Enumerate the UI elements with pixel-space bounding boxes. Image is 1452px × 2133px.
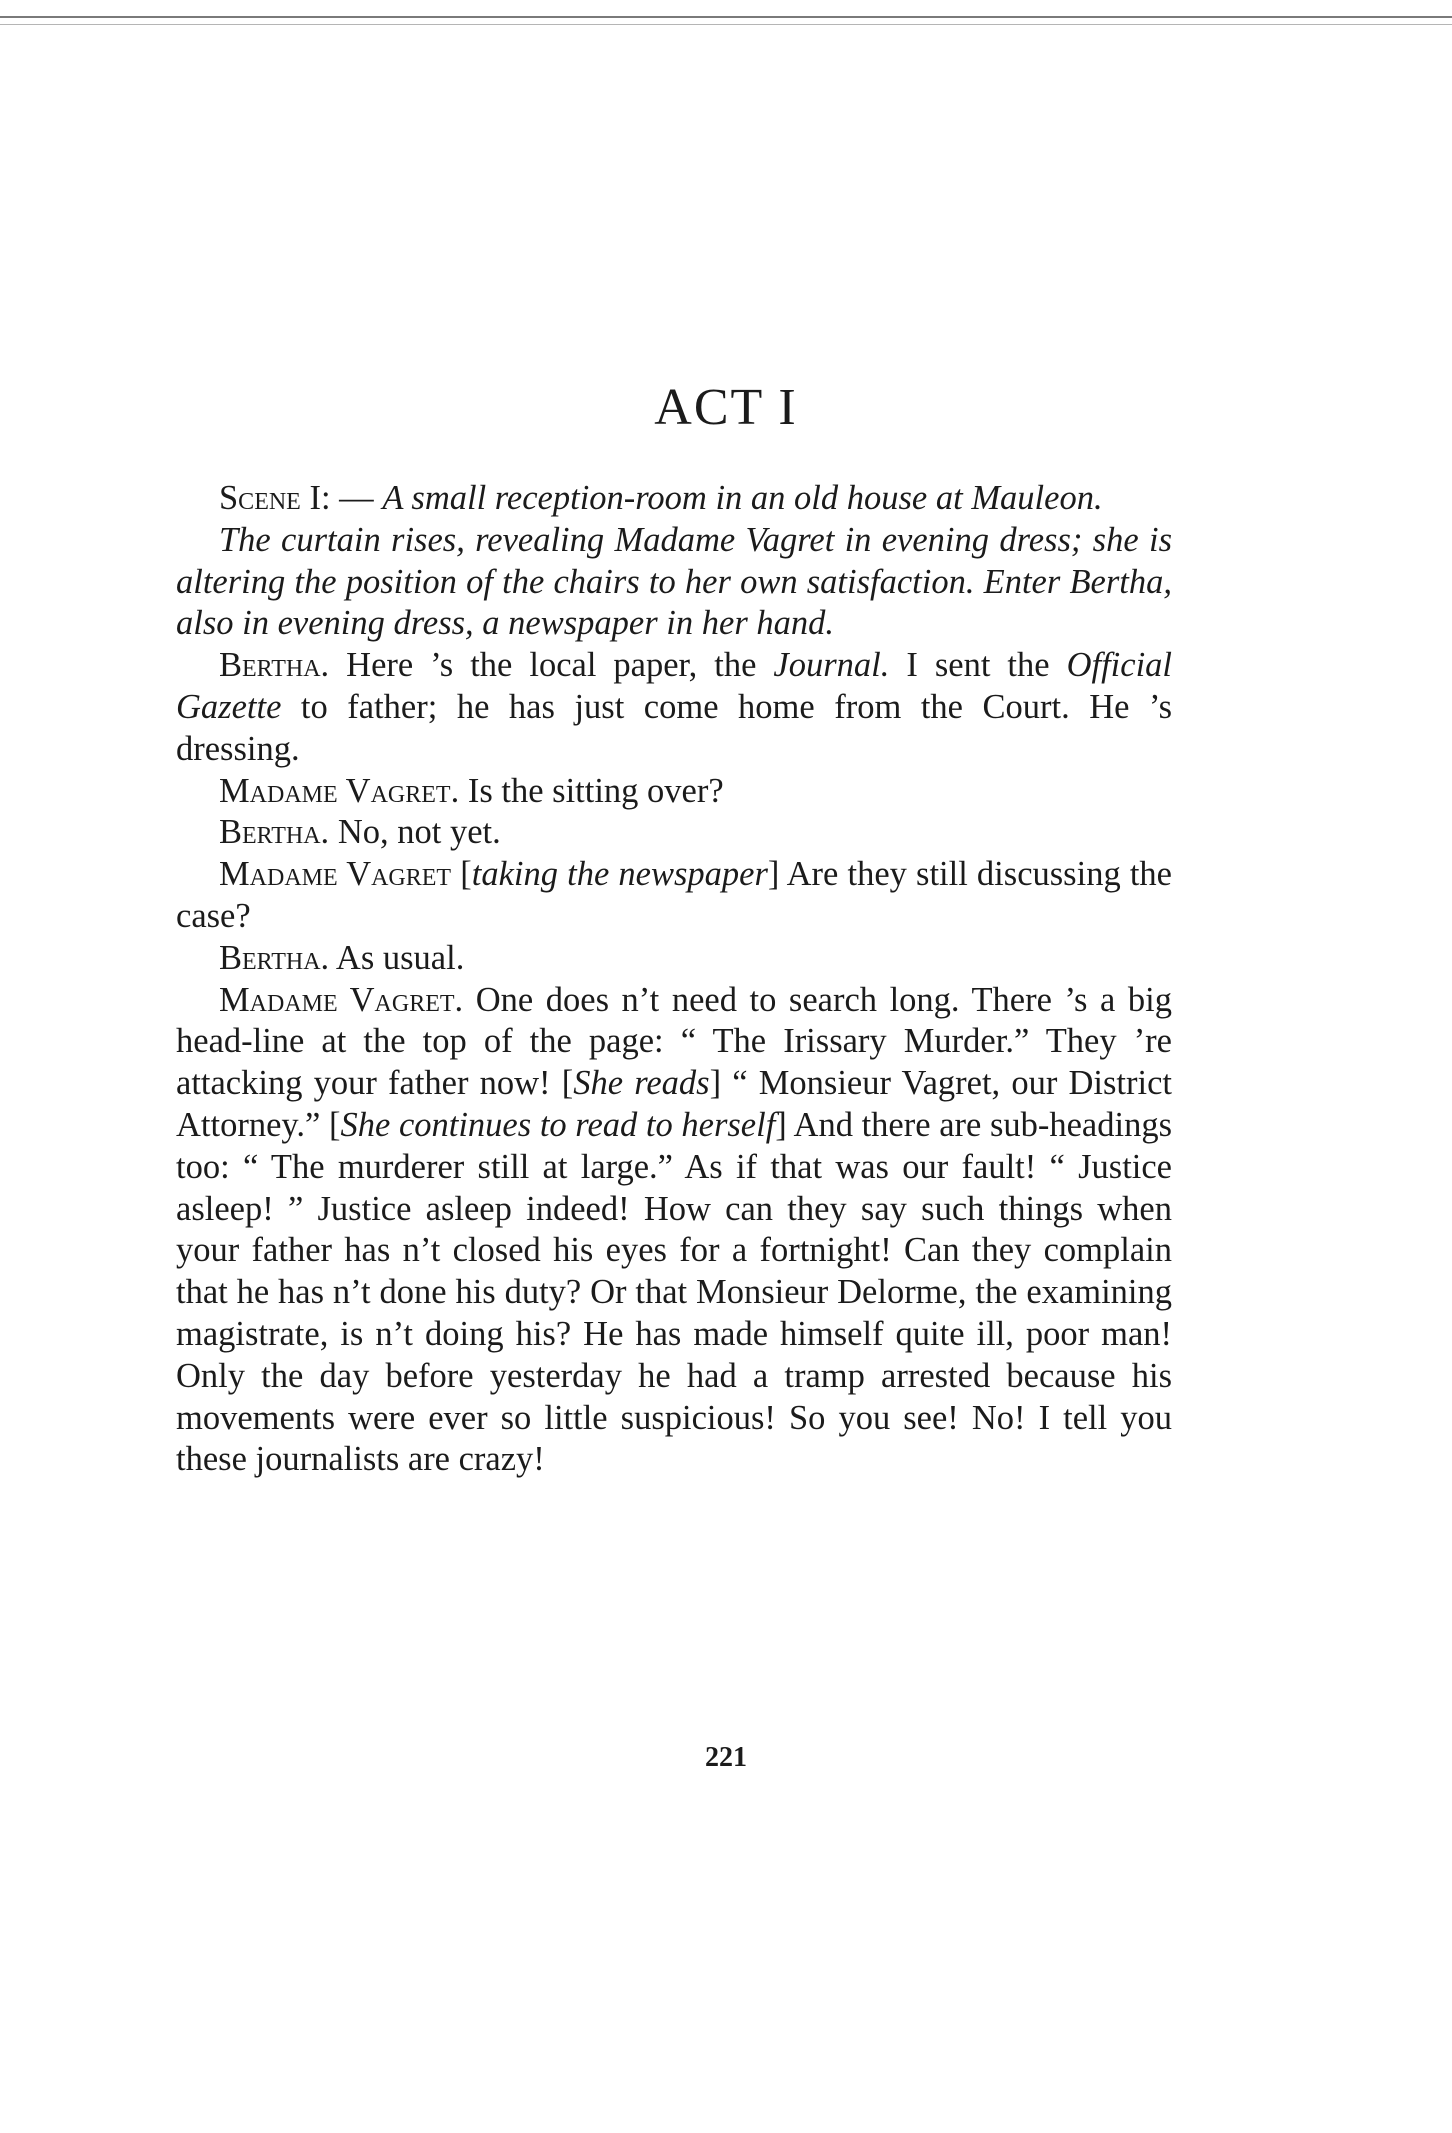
inline-stage-direction: taking the newspaper xyxy=(471,855,768,894)
dialogue-line-5 xyxy=(176,938,1172,980)
act-title: ACT I xyxy=(654,379,798,436)
stage-direction: The curtain rises, revealing Madame Vagret in evening dress; she is altering the position of the chairs to her own satisfaction. Enter Bertha, also in evening dress, a newspaper in her hand. xyxy=(176,520,1172,643)
speaker-name: Madame Vagret xyxy=(219,855,452,894)
speech-text: to father; he has just come home from the Court. He ’s dressing. xyxy=(176,687,1172,768)
italic-title: Journal. xyxy=(773,646,890,685)
speaker-name: Bertha. xyxy=(219,646,330,685)
inline-stage-direction: She continues to read to herself xyxy=(340,1105,776,1144)
page-number: 221 xyxy=(705,1742,747,1773)
top-rule-secondary xyxy=(0,24,1452,25)
scene-separator: : — xyxy=(320,479,383,517)
speech-text: As usual. xyxy=(329,938,465,977)
speech-text: Is the sitting over? xyxy=(459,771,724,810)
speech-text: ] And there are sub-headings too: “ The murderer still at large.” As if that was our fault! “ Justice asleep! ” Justice asleep indeed! How can they say such things when your father has n’t closed his eyes for a fortnight! Can they complain that he has n’t done his duty? Or that Monsieur Delorme, the examining magistrate, is n’t doing his? He has made himself quite ill, poor man! Only the day before yesterday he had a tramp arrested because his movements were ever so little suspicious! So you see! No! I tell you these journalists are crazy! xyxy=(176,1105,1173,1479)
speech-text: One does n’t need to search long. There ’s a big head-line at the top of the page: “ The Irissary Murder.” They ’re attacking your father now! [ xyxy=(176,980,1172,1103)
dialogue-line-4 xyxy=(176,854,1172,938)
italic-title: Official Gazette xyxy=(176,646,1172,726)
speech-text: [ xyxy=(451,855,472,894)
speech-text: ] Are they still discussing the case? xyxy=(176,855,1172,935)
scene-label: Scene I xyxy=(219,479,321,517)
top-rule xyxy=(0,16,1452,18)
play-text xyxy=(176,478,1172,1481)
speaker-name: Bertha. xyxy=(219,813,330,852)
speaker-name: Madame Vagret. xyxy=(219,771,460,810)
speaker-name: Bertha. xyxy=(219,938,330,977)
dialogue-line-6 xyxy=(176,980,1172,1482)
speech-text: Here ’s the local paper, the xyxy=(329,646,774,685)
dialogue-line-1 xyxy=(176,645,1172,770)
inline-stage-direction: She reads xyxy=(573,1064,710,1103)
speech-text: ] “ Monsieur Vagret, our District Attorney.” [ xyxy=(176,1064,1172,1144)
dialogue-line-3 xyxy=(176,812,1172,854)
speech-text: No, not yet. xyxy=(329,813,501,852)
speech-text: I sent the xyxy=(889,646,1067,685)
speaker-name: Madame Vagret. xyxy=(219,980,464,1019)
scene-description: A small reception-room in an old house at Mauleon. xyxy=(382,479,1103,517)
scene-heading xyxy=(176,478,1172,520)
dialogue-line-2 xyxy=(176,771,1172,813)
